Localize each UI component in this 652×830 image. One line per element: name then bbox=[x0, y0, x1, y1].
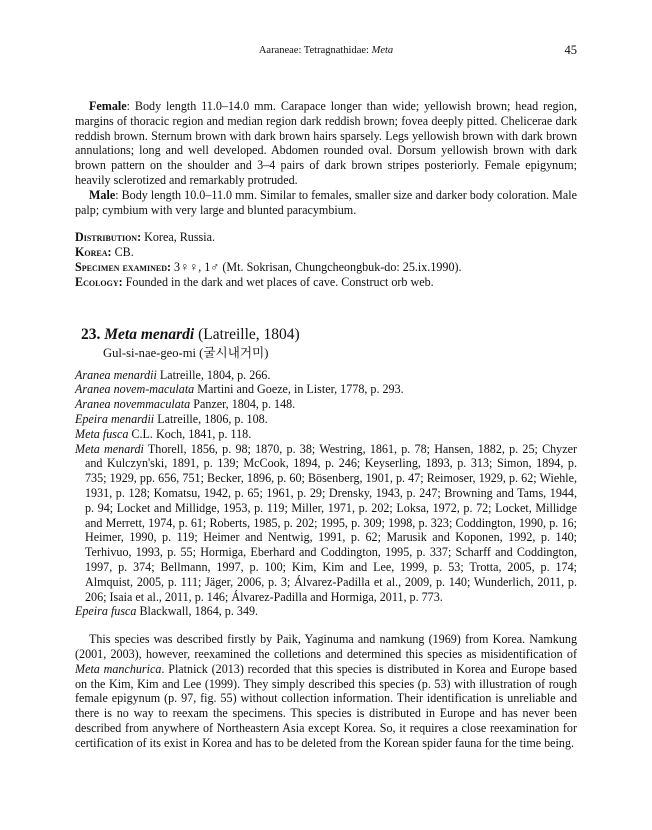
synonym-entry bbox=[75, 382, 577, 397]
synonym-entry bbox=[75, 604, 577, 619]
distribution-line bbox=[75, 230, 577, 245]
discussion-part2: . Platnick (2013) recorded that this species is distributed in Korea and Europe based on the Kim, Kim and Lee (1999). They simply described this species (p. 53) with illustration of rough female epigynum (p. 97, fig. 55) without collection information. Their identification is unreliable and there is no way to reexam the specimens. This species is distributed in Europe and has never been described from anywhere of Northeastern Asia except Korea. So, it requires a close reexamination for certification of its exist in Korea and has to be deleted from the Korean spider fauna for the time being. bbox=[75, 661, 577, 750]
synonym-reference: Latreille, 1804, p. 266. bbox=[156, 367, 271, 382]
male-description bbox=[75, 188, 577, 218]
male-text: : Body length 10.0–11.0 mm. Similar to females, smaller size and darker body coloration. Male palp; cymbium with very large and blunted paracymbium. bbox=[75, 187, 577, 217]
synonym-name: Epeira menardii bbox=[75, 411, 155, 426]
species-romanized-name: Gul-si-nae-geo-mi (굴시내거미) bbox=[103, 345, 269, 360]
specimen-value: 3♀♀, 1♂ (Mt. Sokrisan, Chungcheongbuk-do: 25.ix.1990). bbox=[171, 259, 462, 274]
header-title bbox=[0, 45, 652, 56]
species-heading bbox=[81, 325, 577, 345]
female-label: Female bbox=[89, 99, 127, 113]
female-description bbox=[75, 99, 577, 188]
synonym-entry bbox=[75, 427, 577, 442]
page-number: 45 bbox=[564, 43, 577, 57]
distribution-label: Distribution: bbox=[75, 230, 142, 245]
korea-value: CB. bbox=[111, 245, 134, 260]
synonym-reference: Blackwall, 1864, p. 349. bbox=[136, 604, 259, 619]
ecology-label: Ecology: bbox=[75, 274, 123, 289]
male-label: Male bbox=[89, 187, 116, 202]
synonym-reference: Panzer, 1804, p. 148. bbox=[190, 397, 296, 412]
species-metadata bbox=[75, 230, 577, 289]
species-name: Meta menardi bbox=[104, 325, 195, 343]
species-author: (Latreille, 1804) bbox=[194, 325, 300, 343]
female-text: : Body length 11.0–14.0 mm. Carapace longer than wide; yellowish brown; head region, margins of thoracic region and median region dark reddish brown; fovea deeply pitted. Chelicerae dark reddish brown. Sternum brown with dark brown hairs sparsely. Legs yellowish brown with dark brown annulations; long and well developed. Abdomen rounded oval. Dorsum yellowish brown with dark brown pattern on the shoulder and 3–4 pairs of dark brown stripes posteriorly. Female epigynum; heavily sclerotized and remarkably protruded. bbox=[75, 99, 577, 187]
ecology-value: Founded in the dark and wet places of cave. Construct orb web. bbox=[122, 274, 434, 289]
synonym-name: Aranea novem-maculata bbox=[75, 382, 195, 397]
discussion-paragraph bbox=[75, 632, 577, 750]
page-body bbox=[75, 99, 577, 750]
discussion-part1: This species was described firstly by Paik, Yaginuma and namkung (1969) from Korea. Namkung (2001, 2003), however, reexamined the colletions and determined this species as misidentification of bbox=[75, 632, 577, 661]
ecology-line bbox=[75, 275, 577, 290]
korea-line bbox=[75, 245, 577, 260]
specimen-label: Specimen examined: bbox=[75, 259, 171, 274]
korea-label: Korea: bbox=[75, 245, 112, 260]
species-number: 23. bbox=[81, 325, 101, 343]
distribution-value: Korea, Russia. bbox=[141, 230, 216, 245]
synonym-entry bbox=[75, 397, 577, 412]
header-family: Aaraneae: Tetragnathidae: bbox=[258, 45, 372, 56]
synonym-name: Epeira fusca bbox=[75, 604, 137, 619]
synonym-name: Meta menardi bbox=[75, 441, 144, 456]
synonym-reference: Latreille, 1806, p. 108. bbox=[154, 411, 268, 426]
synonym-reference: Thorell, 1856, p. 98; 1870, p. 38; Westring, 1861, p. 78; Hansen, 1882, p. 25; Chyzer and Kulczyn'ski, 1891, p. 139; McCook, 1894, p. 246; Keyserling, 1893, p. 313; Simon, 1894, p. 735; 1929, pp. 656, 751; Becker, 1896, p. 60; Bösenberg, 1901, p. 47; Reimoser, 1929, p. 62; Wiehle, 1931, p. 128; Komatsu, 1942, p. 65; 1961, p. 29; Drensky, 1943, p. 247; Browning and Tams, 1944, p. 94; Locket and Millidge, 1953, p. 119; Miller, 1971, p. 202; Loksa, 1972, p. 72; Locket, Millidge and Merrett, 1974, p. 61; Roberts, 1985, p. 202; 1995, p. 309; 1998, p. 323; Coddington, 1990, p. 16; Heimer, 1990, p. 119; Heimer and Nentwig, 1991, p. 62; Marusik and Koponen, 1992, p. 140; Terhivuo, 1993, p. 55; Hormiga, Eberhard and Coddington, 1995, p. 337; Scharff and Coddington, 1997, p. 374; Bellmann, 1997, p. 100; Kim, Kim and Lee, 1999, p. 53; Trotta, 2005, p. 174; Almquist, 2005, p. 111; Jäger, 2006, p. 3; Álvarez-Padilla et al., 2009, p. 140; Wunderlich, 2011, p. 206; Isaia et al., 2011, p. 146; Álvarez-Padilla and Hormiga, 2011, p. 773. bbox=[85, 441, 577, 604]
synonym-reference: Martini and Goeze, in Lister, 1778, p. 293. bbox=[194, 382, 404, 397]
synonym-name: Meta fusca bbox=[75, 426, 129, 441]
header-genus: Meta bbox=[371, 45, 394, 56]
synonym-name: Aranea menardii bbox=[75, 367, 157, 382]
synonym-name: Aranea novemmaculata bbox=[75, 397, 191, 412]
discussion-species: Meta manchurica bbox=[75, 661, 162, 676]
running-header bbox=[0, 43, 652, 59]
synonym-entry bbox=[75, 412, 577, 427]
synonym-entry bbox=[75, 368, 577, 383]
specimen-line bbox=[75, 260, 577, 275]
synonym-entry bbox=[75, 442, 577, 605]
synonym-list bbox=[75, 368, 577, 620]
synonym-reference: C.L. Koch, 1841, p. 118. bbox=[128, 426, 252, 441]
